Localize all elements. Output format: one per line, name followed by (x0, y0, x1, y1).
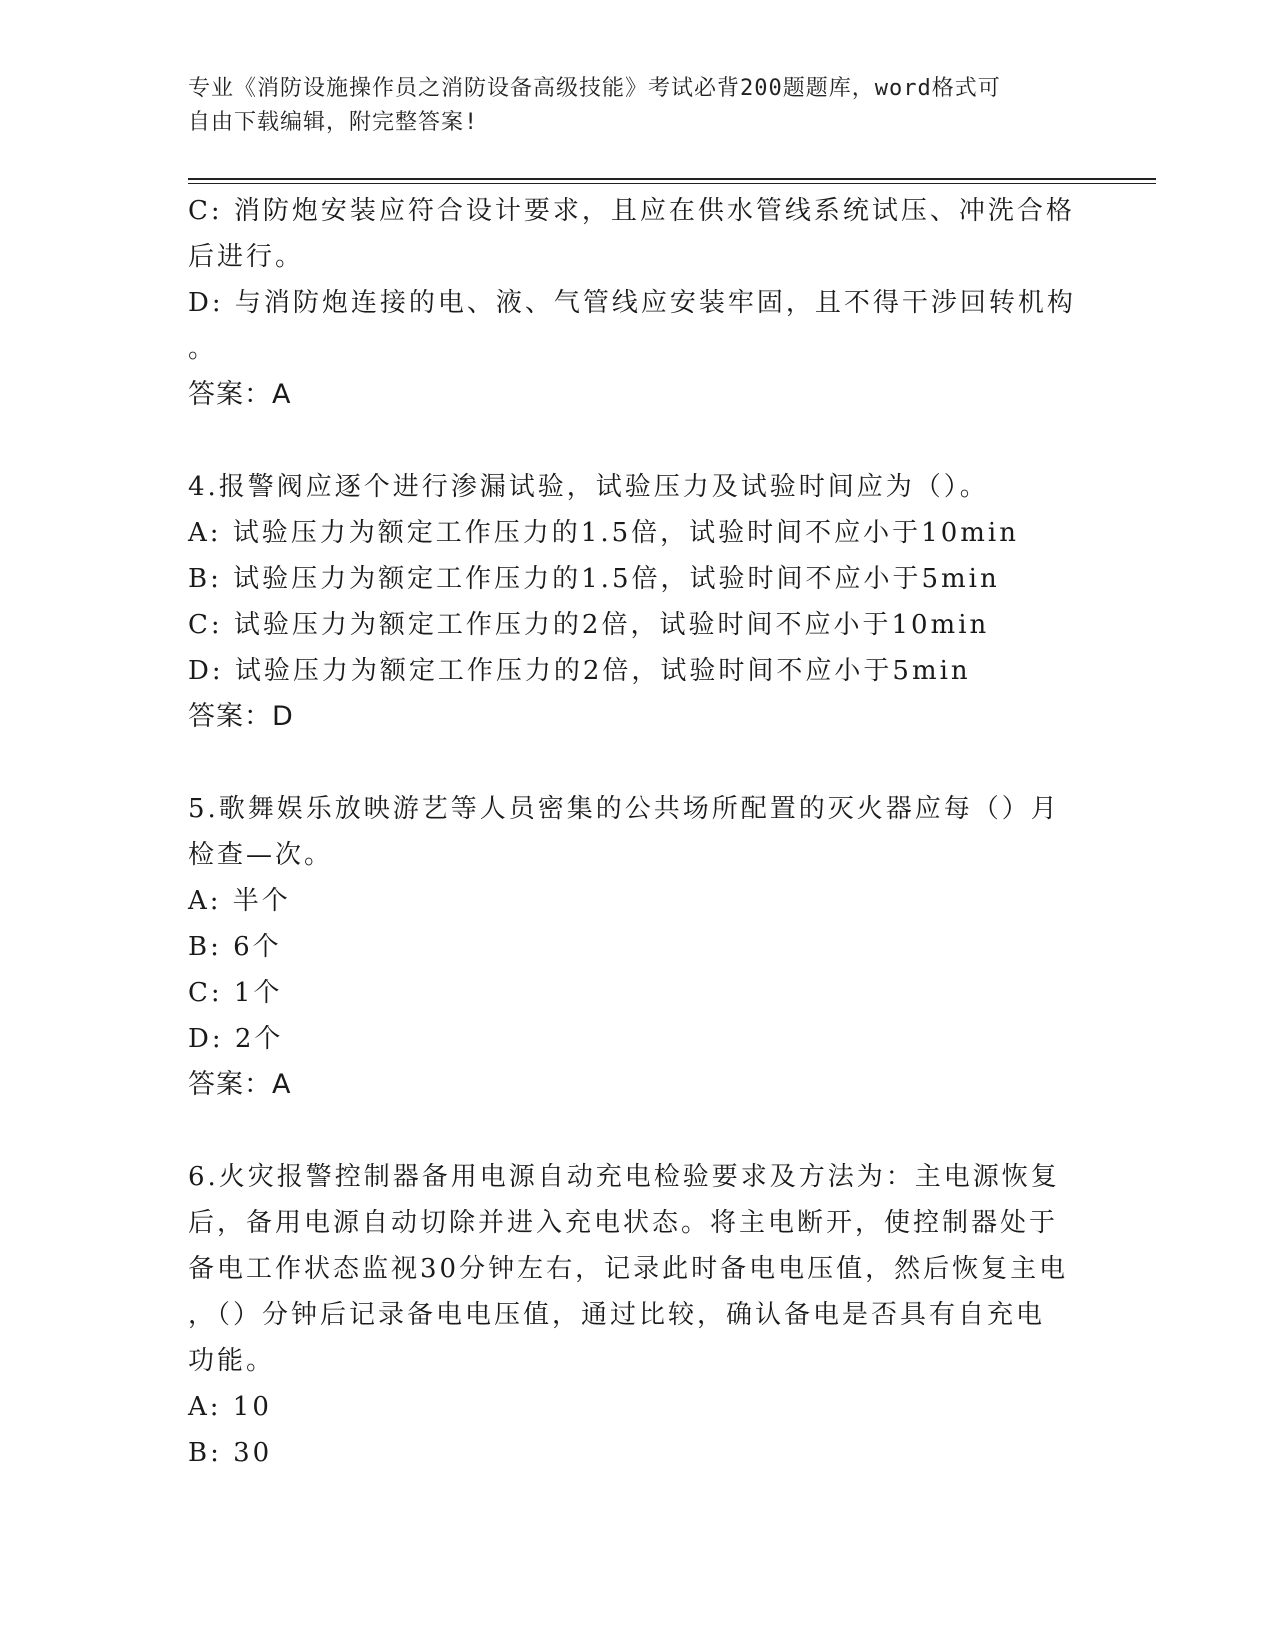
answer-line: 答案：A (188, 379, 292, 410)
question-text-continued: 后，备用电源自动切除并进入充电状态。将主电断开，使控制器处于 (188, 1208, 1059, 1238)
question-text: 6.火灾报警控制器备用电源自动充电检验要求及方法为：主电源恢复 (188, 1162, 1060, 1192)
question-4 (188, 464, 1078, 740)
question-text-continued: 备电工作状态监视30分钟左右，记录此时备电电压值，然后恢复主电 (188, 1254, 1069, 1284)
option-c-continued: 后进行。 (188, 242, 305, 272)
answer-line: 答案：A (188, 1069, 292, 1100)
question-3-tail (188, 188, 1078, 418)
option-b: B: 30 (188, 1438, 273, 1468)
spacer (188, 1108, 1078, 1154)
answer-line: 答案：D (188, 701, 294, 732)
option-d-continued: 。 (188, 334, 218, 364)
option-c: C: 1个 (188, 978, 283, 1008)
question-content (188, 188, 1078, 1476)
header-divider-thin (188, 183, 1156, 184)
option-c: C: 消防炮安装应符合设计要求，且应在供水管线系统试压、冲洗合格 (188, 196, 1075, 226)
header-divider-thick (188, 178, 1156, 180)
question-text-continued: ，（）分钟后记录备电电压值，通过比较，确认备电是否具有自充电 (188, 1300, 1046, 1330)
option-b: B: 6个 (188, 932, 282, 962)
question-text: 5.歌舞娱乐放映游艺等人员密集的公共场所配置的灭火器应每（）月 (188, 794, 1060, 824)
option-a: A: 10 (188, 1392, 272, 1422)
spacer (188, 418, 1078, 464)
header-title-line-1: 专业《消防设施操作员之消防设备高级技能》考试必背200题题库，word格式可 (188, 76, 1001, 101)
option-d: D: 2个 (188, 1024, 284, 1054)
option-c: C: 试验压力为额定工作压力的2倍，试验时间不应小于10min (188, 610, 990, 640)
header-title-line-2: 自由下载编辑，附完整答案! (188, 110, 479, 135)
spacer (188, 740, 1078, 786)
question-6 (188, 1154, 1078, 1476)
option-b: B: 试验压力为额定工作压力的1.5倍，试验时间不应小于5min (188, 564, 1000, 594)
question-text: 4.报警阀应逐个进行渗漏试验，试验压力及试验时间应为（）。 (188, 472, 989, 502)
question-text-continued: 检查—次。 (188, 840, 334, 870)
option-d: D: 试验压力为额定工作压力的2倍，试验时间不应小于5min (188, 656, 971, 686)
option-a: A: 半个 (188, 886, 291, 916)
option-a: A: 试验压力为额定工作压力的1.5倍，试验时间不应小于10min (188, 518, 1019, 548)
option-d: D: 与消防炮连接的电、液、气管线应安装牢固，且不得干涉回转机构 (188, 288, 1076, 318)
document-header (188, 72, 1068, 140)
question-5 (188, 786, 1078, 1108)
question-text-continued: 功能。 (188, 1346, 276, 1376)
